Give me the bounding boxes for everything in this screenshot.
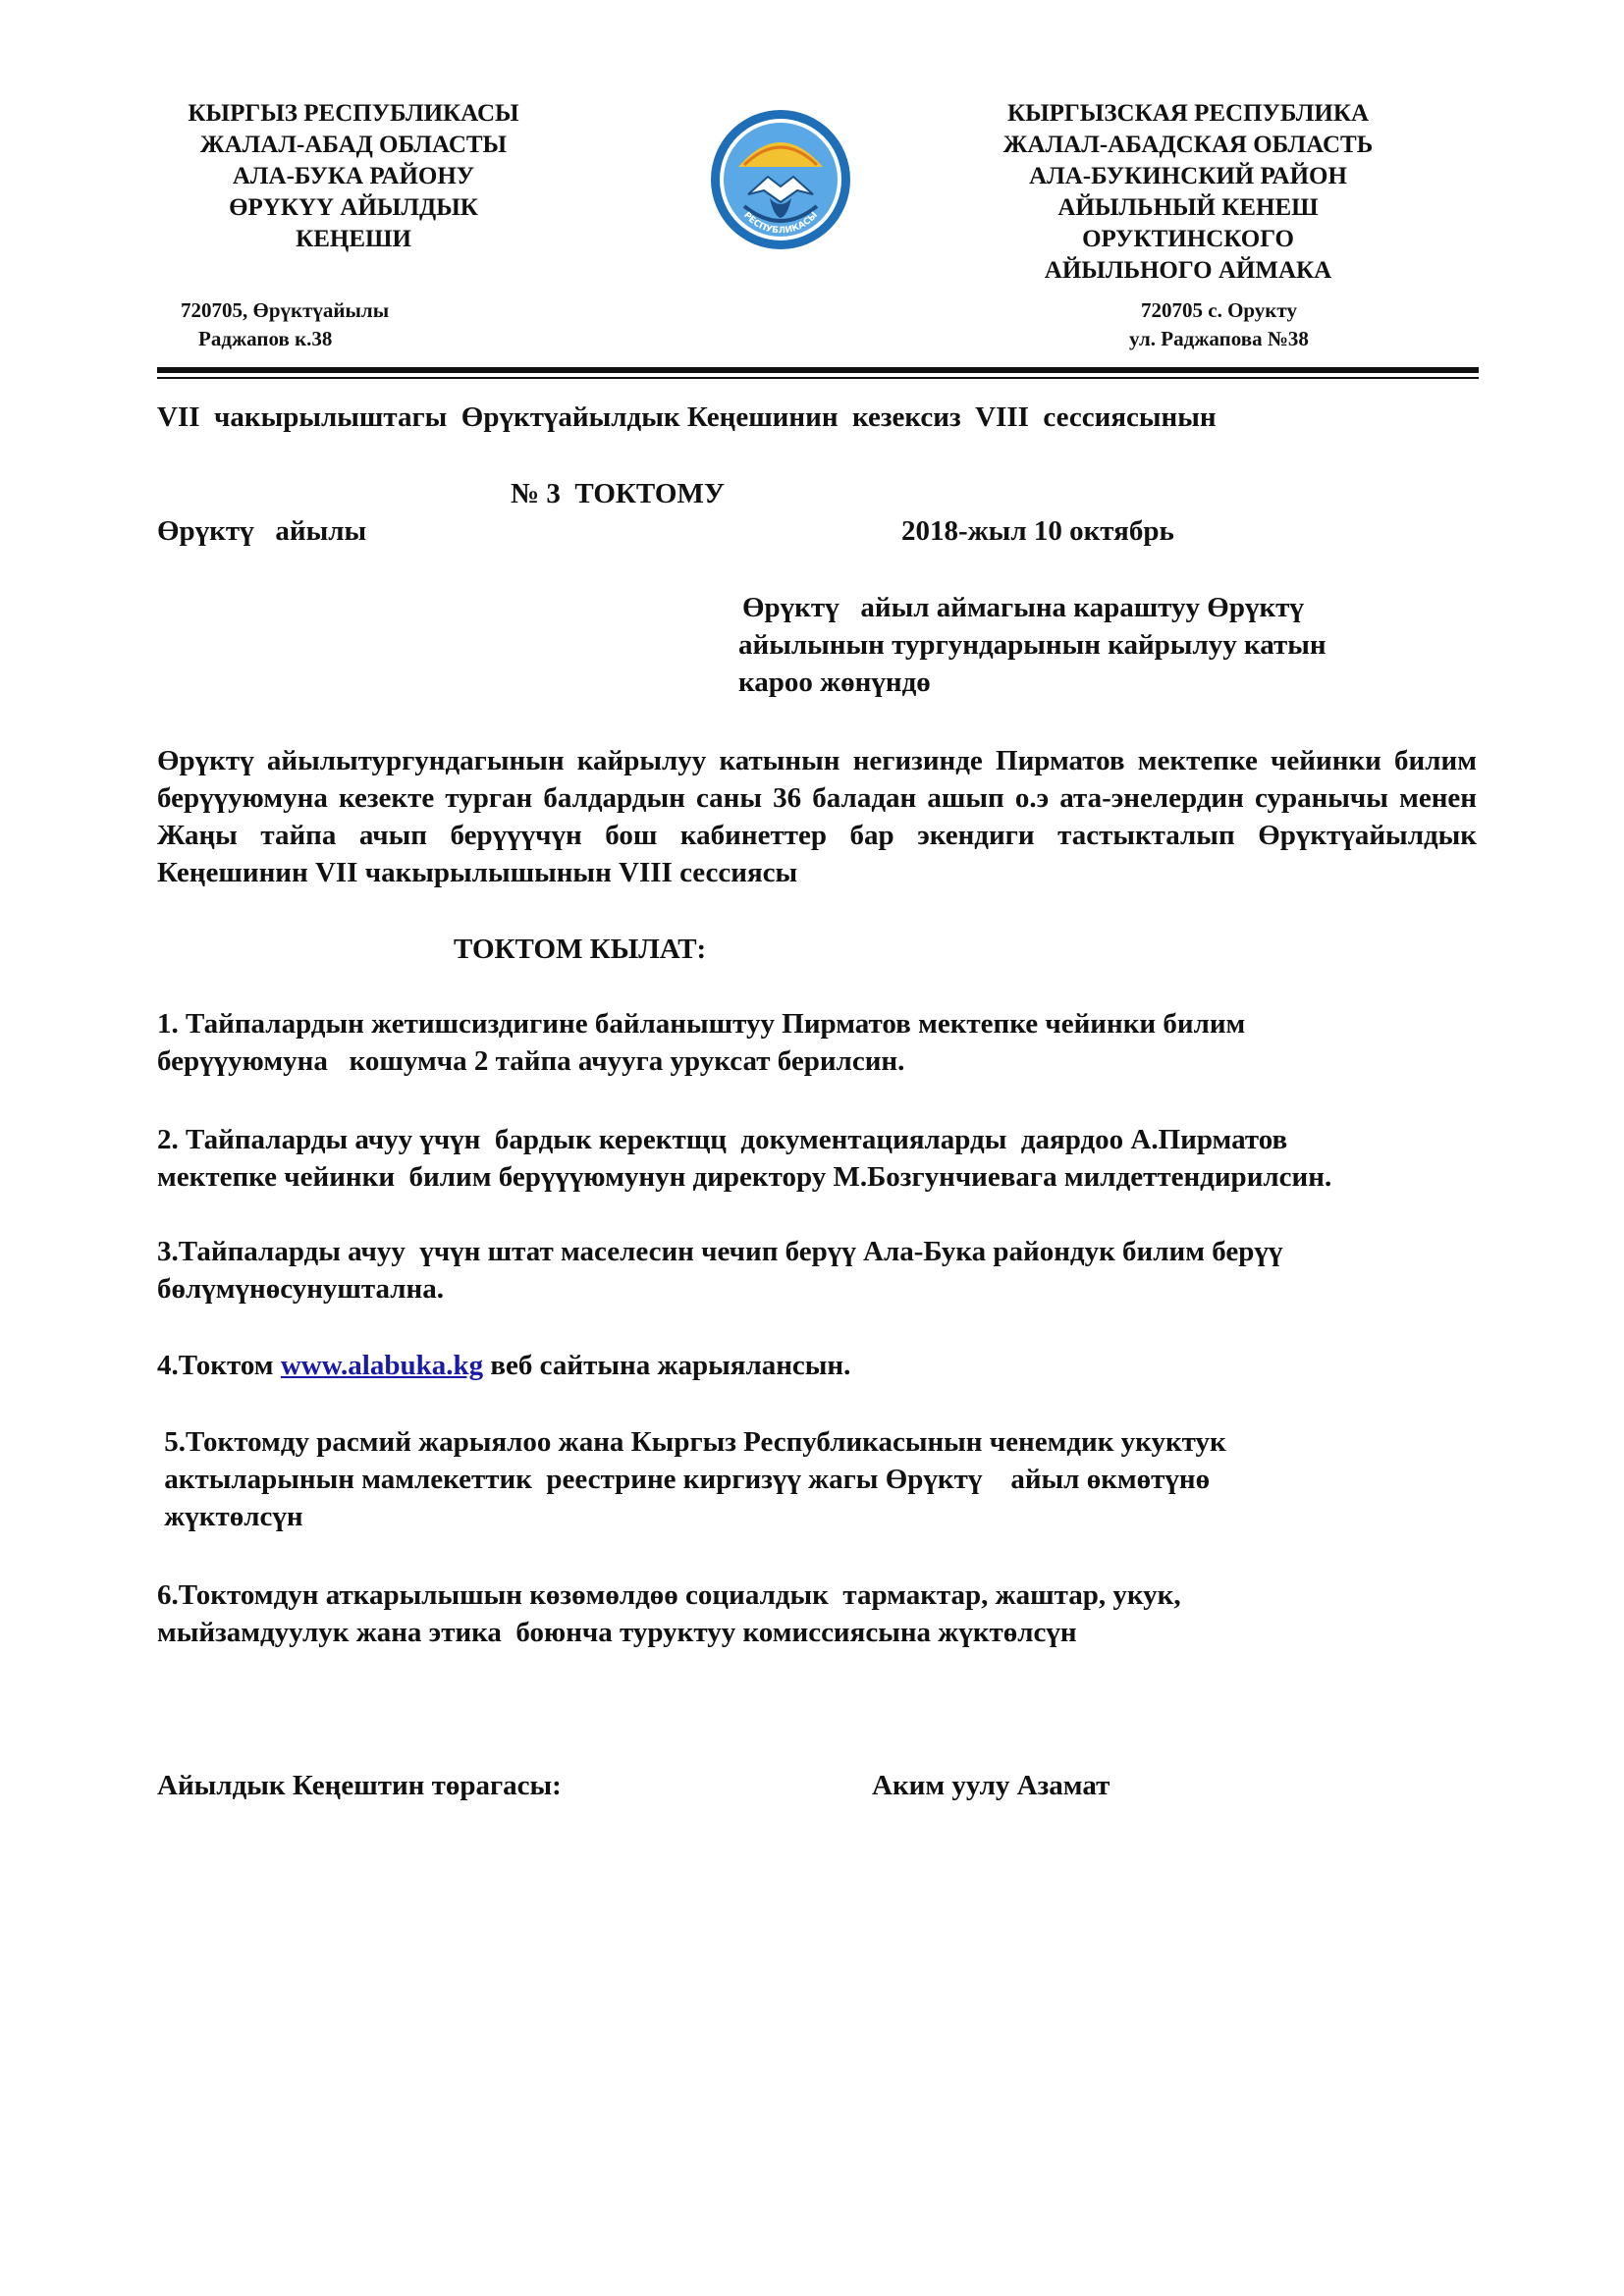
- session-line: VII чакырылыштагы Өрүктүайылдык Кеңешинин кезексиз VIII сессиясынын: [157, 401, 1217, 433]
- header-right-line: ЖАЛАЛ-АБАДСКАЯ ОБЛАСТЬ: [1002, 132, 1374, 158]
- signature-name: Аким уулу Азамат: [872, 1770, 1110, 1801]
- item-text: веб сайтына жарыялансын.: [483, 1350, 851, 1381]
- item-3: [157, 1233, 1492, 1308]
- header-left-line: ӨРҮКҮҮ АЙЫЛДЫК: [229, 194, 478, 221]
- address-right-line: 720705 с. Орукту: [1141, 298, 1297, 322]
- subject-line: Өрүктү айыл аймагына караштуу Өрүктү: [742, 592, 1304, 623]
- date: 2018-жыл 10 октябрь: [901, 515, 1174, 547]
- header-left-line: ЖАЛАЛ-АБАД ОБЛАСТЫ: [199, 132, 508, 158]
- subject: [738, 589, 1426, 701]
- item-line: 1. Тайпалардын жетишсиздигине байланыштуу Пирматов мектепке чейинки билим: [157, 1008, 1246, 1040]
- state-emblem: [709, 108, 852, 251]
- item-4: [157, 1347, 1492, 1384]
- item-line: 6.Токтомдун аткарылышын көзөмөлдөө социалдык тармактар, жаштар, укук,: [157, 1579, 1181, 1611]
- item-line: берүүуюмуна кошумча 2 тайпа ачууга уруксат берилсин.: [157, 1045, 905, 1077]
- item-line: 5.Токтомду расмий жарыялоо жана Кыргыз Республикасынын ченемдик укуктук: [157, 1426, 1226, 1458]
- header-right-line: АЙЫЛЬНЫЙ КЕНЕШ: [1057, 194, 1319, 221]
- place: Өрүктү айылы: [157, 515, 367, 547]
- address-left-line: Раджапов к.38: [198, 327, 333, 350]
- header-rule-thin: [157, 377, 1479, 379]
- signature-role: Айылдык Кеңештин төрагасы:: [157, 1770, 562, 1801]
- item-line: бөлүмүнөсунуштална.: [157, 1273, 444, 1305]
- header-right-line: КЫРГЫЗСКАЯ РЕСПУБЛИКА: [1006, 100, 1370, 127]
- decides-heading: ТОКТОМ КЫЛАТ:: [454, 934, 707, 965]
- item-5: [157, 1423, 1492, 1535]
- header-left: [147, 98, 560, 255]
- website-link[interactable]: www.alabuka.kg: [280, 1350, 484, 1381]
- address-right: [1080, 296, 1414, 353]
- item-line: 2. Тайпаларды ачуу үчүн бардык керектщц документацияларды даярдоо А.Пирматов: [157, 1124, 1288, 1155]
- resolution-title: № 3 ТОКТОМУ: [511, 478, 726, 509]
- subject-line: кароо жөнүндө: [738, 667, 931, 698]
- item-line: 3.Тайпаларды ачуу үчүн штат маселесин чечип берүү Ала-Бука райондук билим берүү: [157, 1236, 1283, 1267]
- item-text: 4.Токтом: [157, 1350, 281, 1381]
- subject-line: айылынын тургундарынын кайрылуу катын: [738, 629, 1326, 661]
- item-2: [157, 1121, 1492, 1196]
- item-line: актыларынын мамлекеттик реестрине киргизүү жагы Өрүктү айыл өкмөтүнө: [157, 1464, 1211, 1495]
- header-right-line: ОРУКТИНСКОГО: [1082, 226, 1294, 252]
- address-left: [181, 296, 534, 353]
- header-left-line: КЕҢЕШИ: [296, 226, 411, 252]
- item-line: жүктөлсүн: [157, 1501, 303, 1532]
- header-right-line: АЛА-БУКИНСКИЙ РАЙОН: [1029, 163, 1347, 189]
- header-left-line: КЫРГЫЗ РЕСПУБЛИКАСЫ: [188, 100, 519, 127]
- emblem-text: РЕСПУБЛИКАСЫ: [741, 210, 820, 237]
- address-right-line: ул. Раджапова №38: [1129, 327, 1309, 350]
- item-1: [157, 1005, 1492, 1080]
- item-line: мыйзамдуулук жана этика боюнча туруктуу комиссиясына жүктөлсүн: [157, 1617, 1077, 1648]
- header-right: [943, 98, 1434, 287]
- header-rule-thick: [157, 367, 1479, 373]
- item-6: [157, 1576, 1492, 1651]
- preamble: Өрүктү айылытургундагынын кайрылуу катынын негизинде Пирматов мектепке чейинки билим берүүуюмуна кезекте турган балдардын саны 36 баладан ашып о.э ата-энелердин суранычы менен Жаңы тайпа ачып берүүүчүн бош кабинеттер бар экендиги тастыкталып Өрүктүайылдык Кеңешинин VII чакырылышынын VIII сессиясы: [157, 745, 1477, 888]
- item-line: мектепке чейинки билим берүүүюмунун директору М.Бозгунчиевага милдеттендирилсин.: [157, 1161, 1332, 1193]
- address-left-line: 720705, Өрүктүайылы: [181, 298, 390, 322]
- header-right-line: АЙЫЛЬНОГО АЙМАКА: [1044, 257, 1332, 284]
- header-left-line: АЛА-БУКА РАЙОНУ: [232, 163, 475, 189]
